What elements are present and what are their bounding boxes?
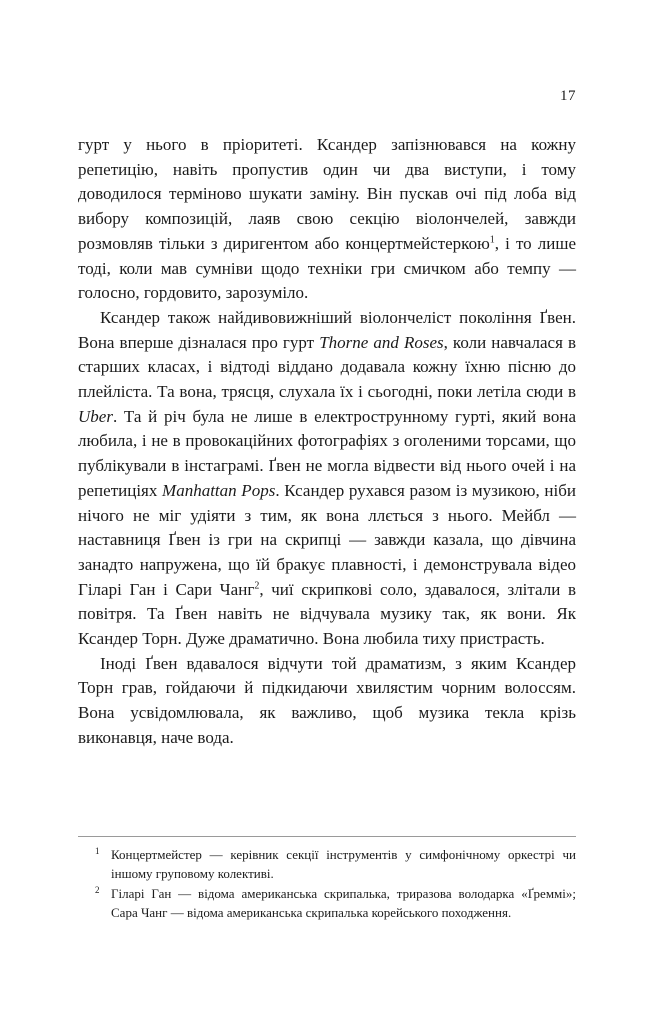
text-run: Іноді Ґвен вдавалося відчути той драматизм, з яким Ксандер Торн грав, гойдаючи й підкидаючи хвилястим чорним волоссям. Вона усвідомлювала, як важливо, щоб музика текла крізь виконавця, наче вода.	[78, 653, 576, 747]
text-run: . Ксандер рухався разом із музикою, ніби нічого не міг удіяти з тим, як вона ллється з нього. Мейбл — наставниця Ґвен із гри на скрипці — завжди казала, що дівчина занадто напружена, що їй бракує плавності, і демонструвала відео Гіларі Ган і Сари Чанг	[78, 480, 576, 599]
text-run: гурт у нього в пріоритеті. Ксандер запізнювався на кожну репетицію, навіть пропустив один чи два виступи, і тому доводилося терміново шукати заміну. Він пускав очі під лоба від вибору композицій, лаяв свою секцію віолончелей, завжди розмовляв тільки з диригентом або концертмейстеркою	[78, 135, 576, 253]
italic-text: Thorne and Roses	[319, 332, 444, 352]
paragraph	[78, 306, 576, 652]
footnote-separator	[78, 836, 576, 837]
footnote-text: Гіларі Ган — відома американська скрипалька, триразова володарка «Ґреммі»; Сара Чанг — відома американська скрипалька корейського походження.	[111, 886, 576, 920]
text-run: , і то лише тоді, коли мав сумніви щодо техніки гри смичком або темпу — голосно, гордовито, зарозуміло.	[78, 233, 576, 303]
footnote-area	[78, 836, 576, 924]
footnote: 2 Гіларі Ган — відома американська скрипалька, триразова володарка «Ґреммі»; Сара Чанг — відома американська скрипалька корейського походження.	[95, 884, 576, 920]
paragraph	[78, 652, 576, 751]
body-text	[78, 133, 576, 751]
italic-text: Manhattan Pops	[162, 480, 276, 500]
footnote-text: Концертмейстер — керівник секції інструментів у симфонічному оркестрі чи іншому груповому колективі.	[111, 847, 576, 881]
text-run: Ксандер також найдивовижніший віолончеліст покоління Ґвен. Вона вперше дізналася про гурт	[78, 307, 576, 352]
footnote-reference: 2	[254, 580, 260, 591]
page-number: 17	[560, 88, 576, 104]
paragraph	[78, 133, 576, 306]
footnotes	[78, 846, 576, 922]
footnote-reference: 1	[489, 234, 495, 246]
text-run: , чиї скрипкові соло, здавалося, злітали в повітря. Та Ґвен навіть не відчувала музику так, як вони. Як Ксандер Торн. Дуже драматично. Вона любила тиху пристрасть.	[78, 579, 576, 649]
text-run: . Та й річ була не лише в електрострунному гурті, який вона любила, і не в провокаційних фотографіях з оголеними торсами, що публікували в інстаграмі. Ґвен не могла відвести від нього очей і на репетиціях	[78, 406, 576, 500]
text-run: , коли навчалася в старших класах, і відтоді віддано додавала кожну їхню пісню до плейліста. Та вона, трясця, слухала їх і сьогодні, поки летіла сюди в	[78, 332, 577, 402]
footnote: 1 Концертмейстер — керівник секції інструментів у симфонічному оркестрі чи іншому груповому колективі.	[95, 845, 576, 881]
italic-text: Uber	[78, 406, 113, 426]
